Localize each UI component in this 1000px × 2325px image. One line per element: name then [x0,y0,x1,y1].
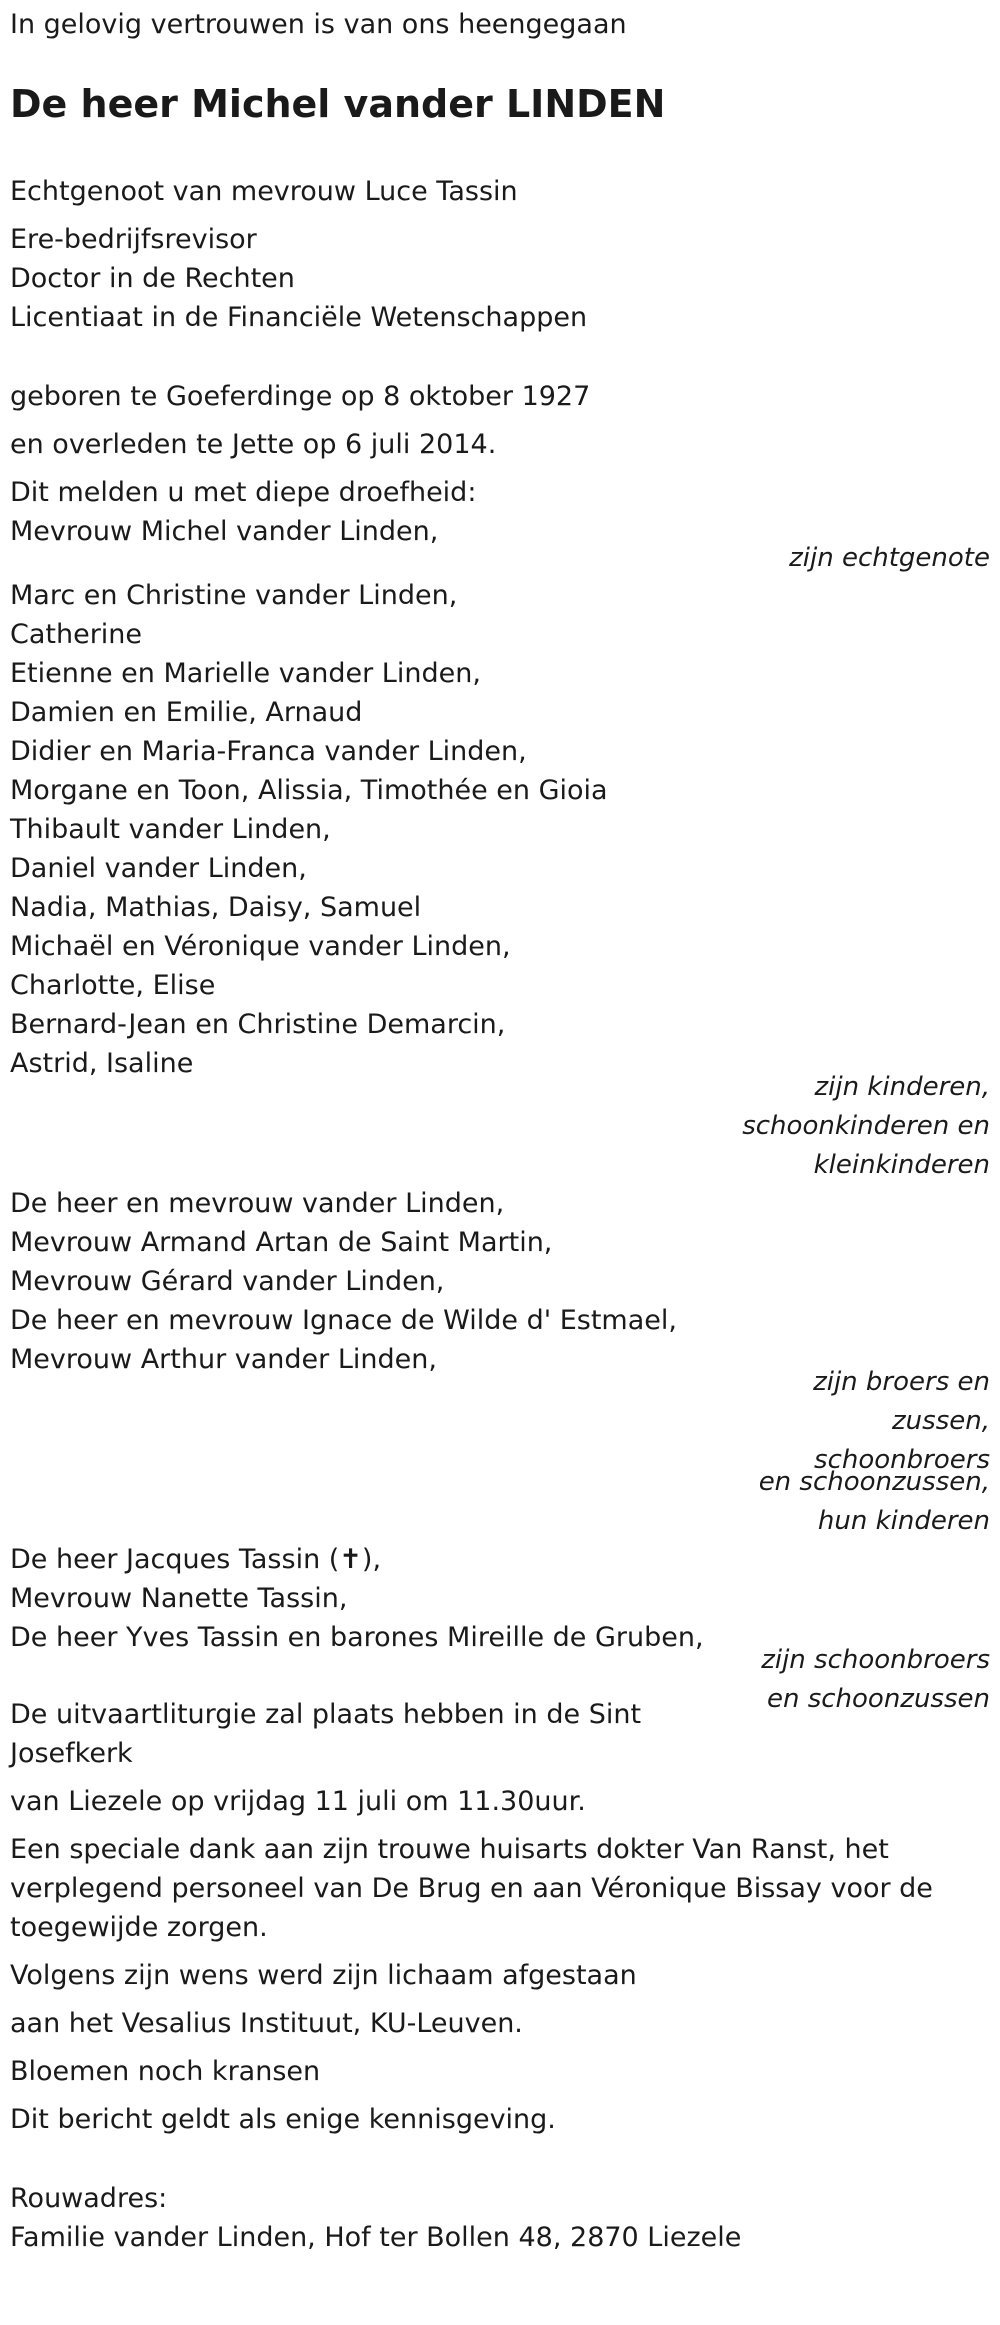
intro-text: In gelovig vertrouwen is van ons heengegaan [10,9,627,40]
title-line: Doctor in de Rechten [10,263,295,294]
list-item: Astrid, Isaline [10,1048,194,1079]
donation-wish: Volgens zijn wens werd zijn lichaam afgestaan [10,1960,637,1991]
list-item: Daniel vander Linden, [10,853,307,884]
list-item: Mevrouw Armand Artan de Saint Martin, [10,1227,553,1258]
list-item: De heer Jacques Tassin (✝), [10,1544,382,1575]
list-item: Damien en Emilie, Arnaud [10,697,363,728]
list-item: De heer en mevrouw Ignace de Wilde d' Estmael, [10,1305,677,1336]
funeral-line: Josefkerk [10,1738,133,1769]
siblings-role: zussen, [892,1406,990,1436]
mourning-address: Familie vander Linden, Hof ter Bollen 48, 2870 Liezele [10,2222,742,2253]
siblings-role: zijn broers en [813,1367,990,1397]
list-item: Michaël en Véronique vander Linden, [10,931,511,962]
widow-line: Mevrouw Michel vander Linden, [10,516,439,547]
title-line: Licentiaat in de Financiële Wetenschappen [10,302,588,333]
children-role: schoonkinderen en [742,1111,990,1141]
thanks-line: toegewijde zorgen. [10,1912,268,1943]
inlaws-role: zijn schoonbroers [761,1645,990,1675]
list-item: Thibault vander Linden, [10,814,331,845]
list-item: Nadia, Mathias, Daisy, Samuel [10,892,422,923]
funeral-date: van Liezele op vrijdag 11 juli om 11.30uur. [10,1786,586,1817]
donation-institute: aan het Vesalius Instituut, KU-Leuven. [10,2008,523,2039]
list-item: Morgane en Toon, Alissia, Timothée en Gioia [10,775,608,806]
list-item: Marc en Christine vander Linden, [10,580,458,611]
list-item: Mevrouw Nanette Tassin, [10,1583,348,1614]
list-item: Mevrouw Arthur vander Linden, [10,1344,437,1375]
spouse-line: Echtgenoot van mevrouw Luce Tassin [10,176,518,207]
title-line: Ere-bedrijfsrevisor [10,224,257,255]
siblings-role: schoonbroers [814,1445,990,1475]
announcement: Dit melden u met diepe droefheid: [10,477,477,508]
list-item: De heer en mevrouw vander Linden, [10,1188,505,1219]
siblings-role: hun kinderen [817,1506,990,1536]
thanks-line: verplegend personeel van De Brug en aan Véronique Bissay voor de [10,1873,933,1904]
list-item: Bernard-Jean en Christine Demarcin, [10,1009,506,1040]
list-item: Charlotte, Elise [10,970,216,1001]
flowers-note: Bloemen noch kransen [10,2056,321,2087]
children-role: zijn kinderen, [814,1072,990,1102]
list-item: Catherine [10,619,143,650]
death-line: en overleden te Jette op 6 juli 2014. [10,429,497,460]
address-label: Rouwadres: [10,2183,168,2214]
notice-line: Dit bericht geldt als enige kennisgeving. [10,2104,556,2135]
birth-line: geboren te Goeferdinge op 8 oktober 1927 [10,381,591,412]
deceased-name: De heer Michel vander LINDEN [10,82,666,126]
siblings-role: en schoonzussen, [758,1467,990,1497]
thanks-line: Een speciale dank aan zijn trouwe huisarts dokter Van Ranst, het [10,1834,889,1865]
list-item: Didier en Maria-Franca vander Linden, [10,736,527,767]
funeral-line: De uitvaartliturgie zal plaats hebben in de Sint [10,1699,642,1730]
list-item: Mevrouw Gérard vander Linden, [10,1266,445,1297]
list-item: Etienne en Marielle vander Linden, [10,658,481,689]
widow-role: zijn echtgenote [789,543,990,573]
children-role: kleinkinderen [813,1150,990,1180]
inlaws-role: en schoonzussen [766,1684,990,1714]
list-item: De heer Yves Tassin en barones Mireille de Gruben, [10,1622,704,1653]
